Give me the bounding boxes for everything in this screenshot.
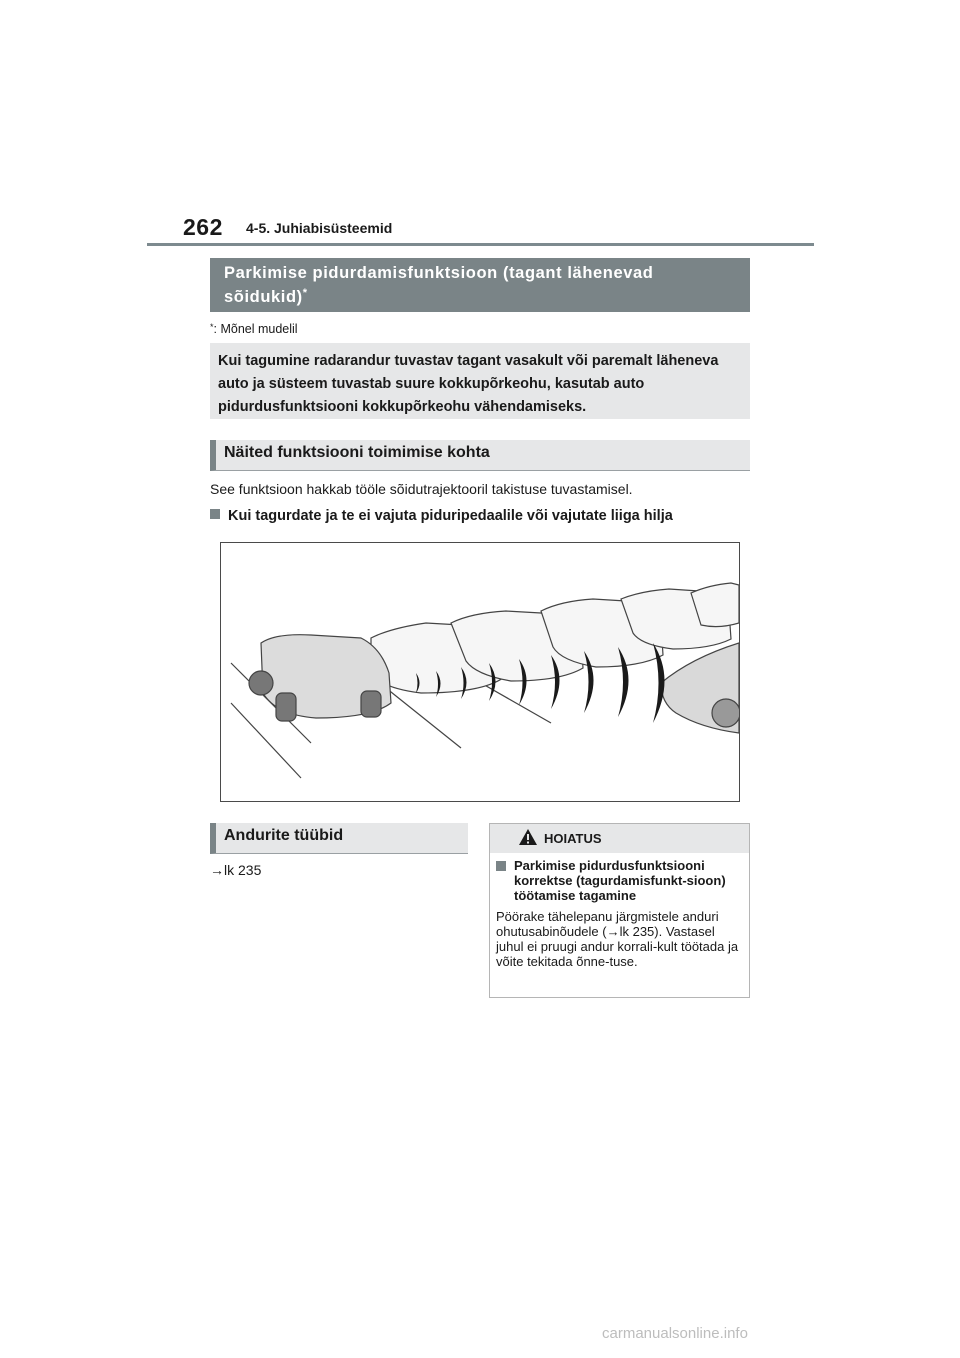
examples-text: See funktsioon hakkab tööle sõidutrajektooril takistuse tuvastamisel.: [210, 481, 633, 497]
section-title-bar: [210, 258, 750, 312]
parking-illustration: [220, 542, 740, 802]
examples-heading: [210, 440, 750, 471]
square-bullet-icon: [496, 861, 506, 871]
footnote-text: : Mõnel mudelil: [213, 322, 298, 336]
warning-label: HOIATUS: [544, 831, 602, 846]
sensors-reference[interactable]: →lk 235: [210, 862, 262, 878]
square-bullet-icon: [210, 509, 220, 519]
watermark: carmanualsonline.info: [602, 1325, 748, 1342]
examples-heading-text: Näited funktsiooni toimimise kohta: [224, 444, 490, 461]
section-title-mark: *: [302, 287, 308, 299]
section-title: Parkimise pidurdamisfunktsioon (tagant lähenevad sõidukid): [224, 264, 654, 306]
page-number: 262: [183, 214, 223, 240]
sensors-heading: [210, 823, 468, 854]
warning-subheading-text: Parkimise pidurdusfunktsiooni korrektse (tagurdamisfunkt-sioon) töötamise tagamine: [514, 858, 726, 903]
warning-subheading: [496, 858, 741, 903]
case-heading: [210, 508, 673, 524]
header-rule: [147, 243, 814, 246]
chapter-title: 4-5. Juhiabisüsteemid: [246, 220, 393, 236]
intro-box: [210, 343, 750, 419]
parking-scene-icon: [221, 543, 739, 801]
case-heading-text: Kui tagurdate ja te ei vajuta piduripedaalile või vajutate liiga hilja: [228, 508, 673, 524]
warning-text: Pöörake tähelepanu järgmistele anduri ohutusabinõudele (→lk 235). Vastasel juhul ei pruugi andur korrali-kult töötada ja võite tekitada õnne-tuse.: [496, 909, 739, 969]
intro-text: Kui tagumine radarandur tuvastav tagant vasakult või paremalt läheneva auto ja süsteem tuvastab suure kokkupõrkeohu, kasutab auto pidurdusfunktsiooni kokkupõrkeohu vähendamiseks.: [218, 353, 719, 415]
footnote-mark: *: [210, 322, 214, 332]
footnote: [210, 322, 298, 336]
warning-triangle-icon: [518, 828, 538, 846]
warning-header: [490, 824, 749, 853]
warning-box: [489, 823, 750, 998]
sensors-heading-text: Andurite tüübid: [224, 827, 344, 844]
